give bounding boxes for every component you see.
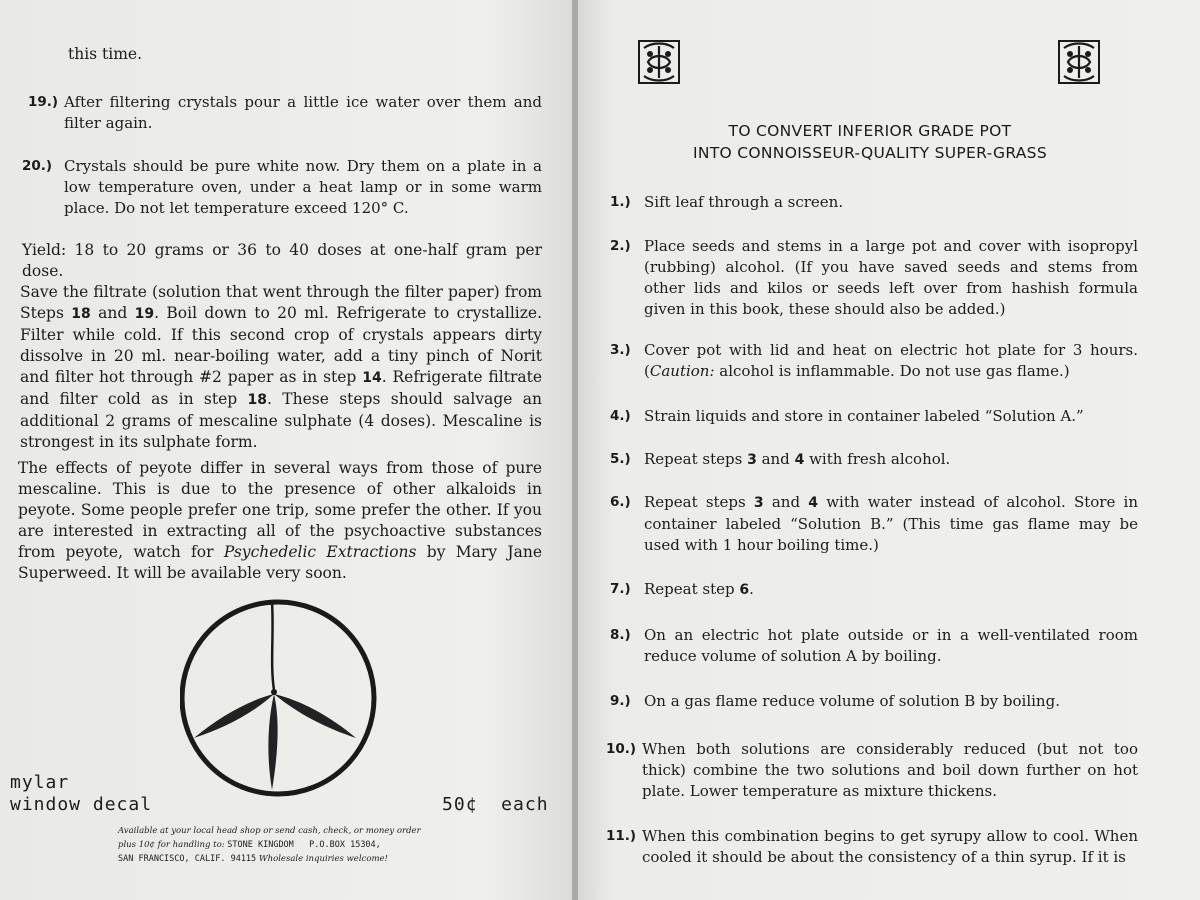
step-4: 4.) Strain liquids and store in container labeled “Solution A.” [610,407,1084,425]
step-6: 6.) Repeat steps 3 and 4 with water instead of alcohol. Store in container labeled “Solution B.” (This time gas flame may be used with 1 hour boiling time.) [610,493,1139,554]
ad-fine-print: Available at your local head shop or send cash, check, or money order plus 10¢ for handling to: STONE KINGDOM P.O.BOX 15304, SAN FRANCISCO, CALIF. 94115 Wholesale inquiries welcome! [118,826,421,864]
scroll-ornament-icon [1058,40,1100,84]
peace-leaf-decal-icon [180,594,380,800]
step-10: 10.) When both solutions are considerably reduced (but not too thick) combine the two solutions and boil down further on hot plate. Lower temperature as mixture thickens. [606,740,1138,800]
step-3: 3.) Cover pot with lid and heat on electric hot plate for 3 hours. (Caution: alcohol is inflammable. Do not use gas flame.) [610,341,1138,380]
step-11: 11.) When this combination begins to get syrupy allow to cool. When cooled it should be about the consistency of a thin syrup. If it is [606,827,1138,866]
yield-line: Yield: 18 to 20 grams or 36 to 40 doses at one-half gram per dose. [22,241,542,280]
continued-text: this time. [68,45,143,63]
step-19 [28,92,542,134]
step-number: 20.) [22,158,53,174]
decal-price: 50¢ each [442,794,549,815]
scroll-ornament-icon [638,40,680,84]
step-text: After filtering crystals pour a little ice water over them and filter again. [64,93,542,132]
peyote-paragraph: The effects of peyote differ in several ways from those of pure mescaline. This is due to the presence of other alkaloids in peyote. Some people prefer one trip, some prefer the other. If you are interested in extracting all of the psychoactive substances from peyote, watch for Psychedelic Extractions by Mary Jane Superweed. It will be available very soon. [18,459,542,582]
step-9: 9.) On a gas flame reduce volume of solution B by boiling. [610,692,1060,710]
step-text: Crystals should be pure white now. Dry them on a plate in a low temperature oven, under a heat lamp or in some warm place. Do not let temperature exceed 120° C. [64,157,542,217]
filtrate-paragraph: Save the filtrate (solution that went through the filter paper) from Steps 18 and 19. Boil down to 20 ml. Refrigerate to crystallize. Filter while cold. If this second crop of crystals appears dirty dissolve in 20 ml. near-boiling water, add a tiny pinch of Norit and filter hot through #2 paper as in step 14. Refrigerate filtrate and filter cold as in step 18. These steps should salvage an additional 2 grams of mescaline sulphate (4 doses). Mescaline is strongest in its sulphate form. [20,283,543,451]
step-2: 2.) Place seeds and stems in a large pot and cover with isopropyl (rubbing) alcohol. (If you have saved seeds and stems from other lids and kilos or seeds left over from hashish formula given in this book, these should also be added.) [610,237,1138,318]
step-5: 5.) Repeat steps 3 and 4 with fresh alcohol. [610,450,951,468]
step-number: 19.) [28,94,59,110]
step-8: 8.) On an electric hot plate outside or in a well-ventilated room reduce volume of solution A by boiling. [610,626,1138,665]
step-20 [22,156,542,219]
step-1: 1.) Sift leaf through a screen. [610,193,844,211]
decal-title: mylar window decal [10,772,153,815]
recipe-heading: TO CONVERT INFERIOR GRADE POT INTO CONNOISSEUR-QUALITY SUPER-GRASS [693,122,1047,162]
step-7: 7.) Repeat step 6. [610,580,754,598]
